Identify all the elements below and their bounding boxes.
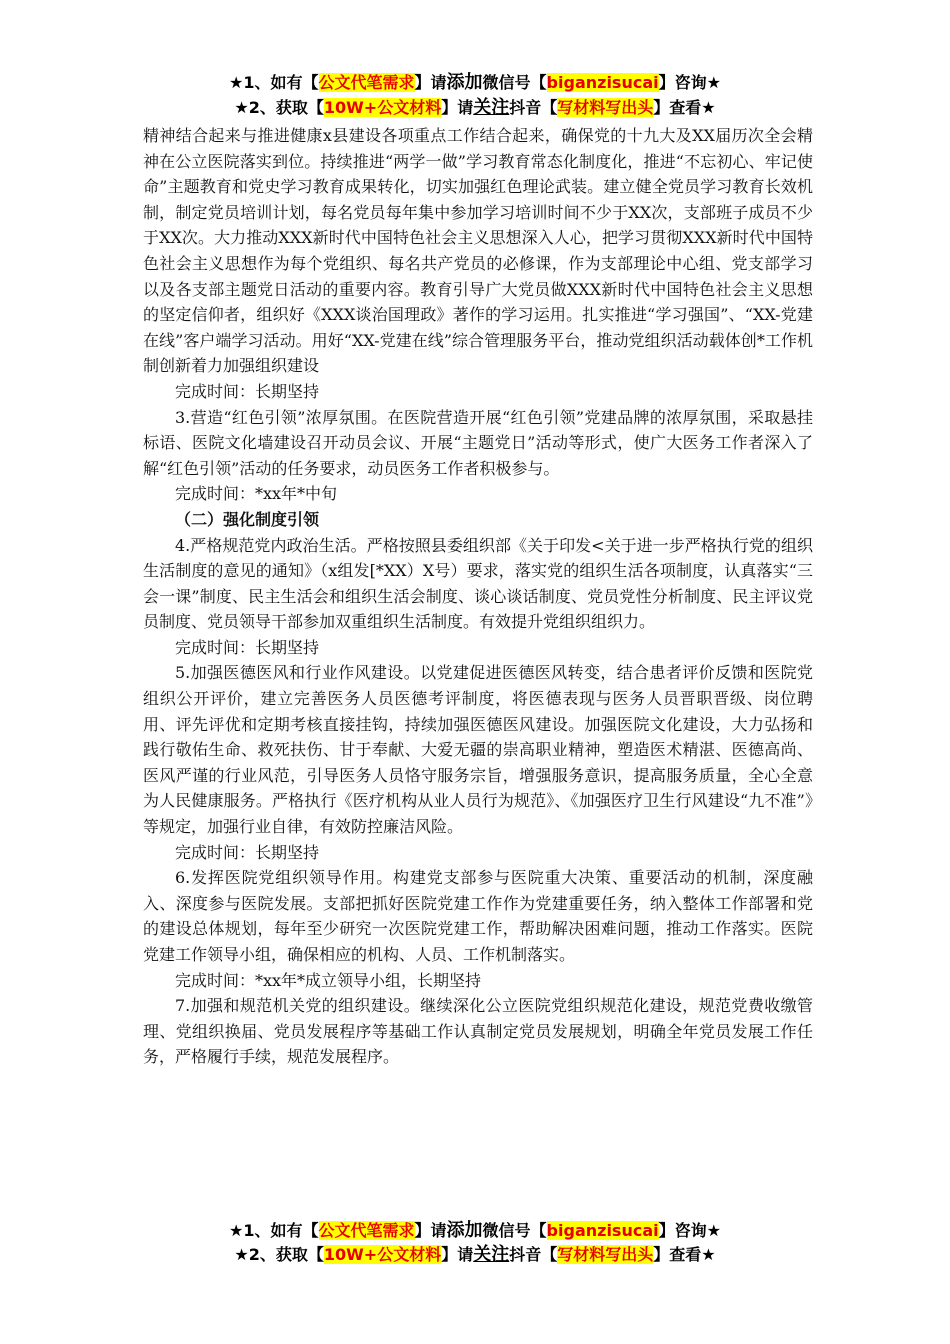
document-body (143, 123, 813, 1070)
banner-text: 】请 (414, 1221, 447, 1240)
paragraph-5: 5.加强医德医风和行业作风建设。以党建促进医德医风转变，结合患者评价反馈和医院党组织公开评价，建立完善医务人员医德考评制度，将医德表现与医务人员晋职晋级、岗位聘用、评先评优和定期考核直接挂钩，持续加强医德医风建设。加强医院文化建设，大力弘扬和践行敬佑生命、救死扶伤、甘于奉献、大爱无疆的崇高职业精神，塑造医术精湛、医德高尚、医风严谨的行业风范，引导医务人员恪守服务宗旨，增强服务意识，提高服务质量，全心全意为人民健康服务。严格执行《医疗机构从业人员行为规范》、《加强医疗卫生行风建设“九不准”》等规定，加强行业自律，有效防控廉洁风险。 (143, 663, 813, 837)
banner-text: 】查看★ (653, 1245, 716, 1264)
banner-text: ★2、获取【 (234, 98, 324, 117)
banner-emphasis: 添加 (446, 72, 483, 93)
completion-time-4: 完成时间：长期坚持 (175, 637, 320, 657)
banner-highlight: 写材料写出头 (557, 98, 654, 117)
paragraph-7: 7.加强和规范机关党的组织建设。继续深化公立医院党组织规范化建设，规范党费收缴管理、党组织换届、党员发展程序等基础工作认真制定党员发展规划，明确全年党员发展工作任务，严格履行手续，规范发展程序。 (143, 996, 813, 1067)
banner-emphasis: 关注 (473, 1244, 510, 1265)
bottom-banner-line-2 (0, 1242, 950, 1268)
banner-text: 微信号【 (482, 1221, 547, 1240)
banner-text: ★1、如有【 (229, 73, 319, 92)
banner-highlight: biganzisucai (546, 1221, 659, 1240)
banner-text: 】请 (441, 98, 474, 117)
banner-text: 抖音【 (509, 98, 558, 117)
banner-text: ★1、如有【 (229, 1221, 319, 1240)
banner-emphasis: 关注 (473, 97, 510, 118)
paragraph-6: 6.发挥医院党组织领导作用。构建党支部参与医院重大决策、重要活动的机制，深度融入、深度参与医院发展。支部把抓好医院党建工作作为党建重要任务，纳入整体工作部署和党的建设总体规划，每年至少研究一次医院党建工作，帮助解决困难问题，推动工作落实。医院党建工作领导小组，确保相应的机构、人员、工作机制落实。 (143, 868, 813, 964)
banner-highlight: 公文代笔需求 (318, 1221, 415, 1240)
top-banner-line-1 (0, 70, 950, 96)
banner-text: 抖音【 (509, 1245, 558, 1264)
section-heading-2: （二）强化制度引领 (175, 509, 320, 529)
completion-time-6: 完成时间：*xx年*成立领导小组，长期坚持 (175, 970, 482, 990)
banner-text: 】查看★ (653, 98, 716, 117)
completion-time-3: 完成时间：*xx年*中旬 (175, 484, 338, 504)
banner-text: 】咨询★ (658, 73, 721, 92)
banner-highlight: 写材料写出头 (557, 1245, 654, 1264)
banner-highlight: 10W+公文材料 (323, 1245, 442, 1264)
bottom-banner-line-1 (0, 1218, 950, 1244)
banner-text: 微信号【 (482, 73, 547, 92)
banner-text: 】请 (441, 1245, 474, 1264)
completion-time-5: 完成时间：长期坚持 (175, 842, 320, 862)
banner-highlight: biganzisucai (546, 73, 659, 92)
paragraph-3: 3.营造“红色引领”浓厚氛围。在医院营造开展“红色引领”党建品牌的浓厚氛围，采取悬挂标语、医院文化墙建设召开动员会议、开展“主题党日”活动等形式，使广大医务工作者深入了解“红色引领”活动的任务要求，动员医务工作者积极参与。 (143, 407, 813, 478)
banner-emphasis: 添加 (446, 1220, 483, 1241)
banner-text: 】请 (414, 73, 447, 92)
banner-text: 】咨询★ (658, 1221, 721, 1240)
banner-highlight: 10W+公文材料 (323, 98, 442, 117)
banner-text: ★2、获取【 (234, 1245, 324, 1264)
paragraph-intro: 精神结合起来与推进健康x县建设各项重点工作结合起来，确保党的十九大及XX届历次全会精神在公立医院落实到位。持续推进“两学一做”学习教育常态化制度化，推进“不忘初心、牢记使命”主题教育和党史学习教育成果转化，切实加强红色理论武装。建立健全党员学习教育长效机制，制定党员培训计划，每名党员每年集中参加学习培训时间不少于XX次，支部班子成员不少于XX次。大力推动XXX新时代中国特色社会主义思想深入人心，把学习贯彻XXX新时代中国特色社会主义思想作为每个党组织、每名共产党员的必修课，作为支部理论中心组、党支部学习以及各支部主题党日活动的重要内容。教育引导广大党员做XXX新时代中国特色社会主义思想的坚定信仰者，组织好《XXX谈治国理政》著作的学习运用。扎实推进“学习强国”、“XX-党建在线”客户端学习活动。用好“XX-党建在线”综合管理服务平台，推动党组织活动载体创*工作机制创新着力加强组织建设 (143, 126, 813, 376)
banner-highlight: 公文代笔需求 (318, 73, 415, 92)
top-banner-line-2 (0, 95, 950, 121)
paragraph-4: 4.严格规范党内政治生活。严格按照县委组织部《关于印发<关于进一步严格执行党的组织生活制度的意见的通知》（x组发[*XX）X号）要求，落实党的组织生活各项制度，认真落实“三会一课”制度、民主生活会和组织生活会制度、谈心谈话制度、党员党性分析制度、民主评议党员制度、党员领导干部参加双重组织生活制度。有效提升党组织组织力。 (143, 535, 813, 632)
completion-time-1: 完成时间：长期坚持 (175, 381, 320, 401)
